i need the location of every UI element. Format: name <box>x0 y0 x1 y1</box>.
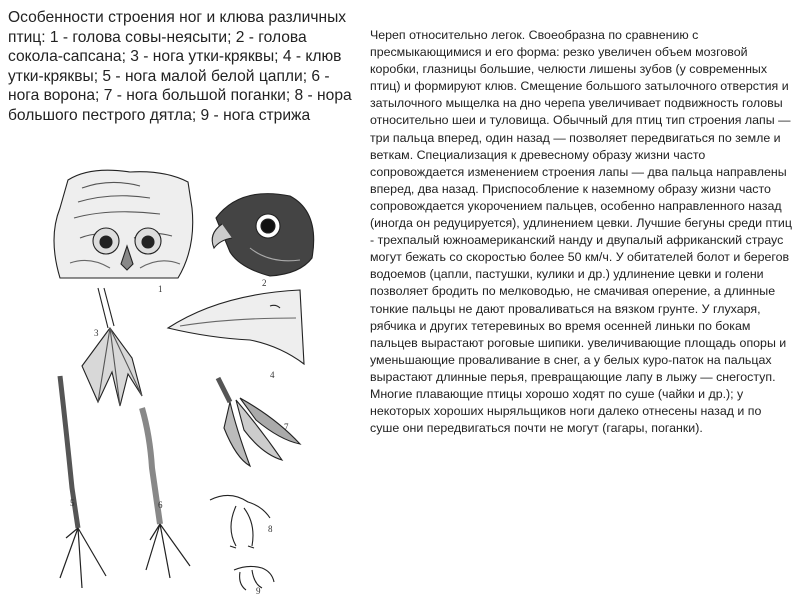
figure-label-6: 6 <box>158 500 163 510</box>
figure-label-3: 3 <box>94 328 99 338</box>
duck-foot-drawing <box>82 288 142 406</box>
falcon-head-drawing <box>212 194 313 276</box>
figure-label-5: 5 <box>70 498 75 508</box>
figure-label-1: 1 <box>158 284 163 294</box>
woodpecker-foot-drawing <box>210 495 270 548</box>
figure-label-4: 4 <box>270 370 275 380</box>
swift-foot-drawing <box>234 566 274 590</box>
figure-label-8: 8 <box>268 524 273 534</box>
body-text: Череп относительно легок. Своеобразна по сравнению с пресмыкающимися и его форма: резко увеличен объем мозговой коробки, глазницы большие, челюсти лишены зубов (у современных птиц) и формируют клюв. Смещение большого затылочного отверстия и затылочного мыщелка на дно черепа увеличивает подвижность головы относительно шеи и туловища. Обычный для птиц тип строения лапы — три пальца вперед, один назад — позволяет передвигаться по земле и веткам. Специализация к древесному образу жизни часто сопровождается изменением строения лапы — два пальца направлены вперед, два назад. Приспособление к наземному образу жизни часто сопровождается укорочением пальцев, особенно направленного назад (иногда он редуцируется), удлинением цевки. Лучшие бегуны среди птиц - трехпалый южноамериканский нанду и двупалый африканский страус могут бежать со скоростью более 50 км/ч. У обитателей болот и берегов водоемов (цапли, пастушки, кулики и др.) удлинение цевки и голени позволяет бродить по мелководью, не смачивая оперение, а длинные тонкие пальцы не дают проваливаться на вязком грунте. У глухаря, рябчика и других тетеревиных во время осенней линьки по бокам пальцев вырастают роговые шипики. увеличивающие площадь опоры и уменьшающие проваливание в снег, а у белых куро-паток на пальцах вырастают длинные перья, превращающие лапу в лыжу — снегоступ. Многие плавающие птицы хорошо ходят по суше (чайки и др.); у некоторых хороших ныряльщиков ноги далеко отнесены назад и по суше они передвигаться почти не могут (гагары, поганки). <box>370 28 792 436</box>
duck-bill-drawing <box>168 290 304 364</box>
figure-label-7: 7 <box>284 422 289 432</box>
figure-label-9: 9 <box>256 586 261 596</box>
bird-anatomy-illustration <box>0 168 365 600</box>
heron-leg-drawing <box>60 376 106 588</box>
figure-label-2: 2 <box>262 278 267 288</box>
figure-caption: Особенности строения ног и клюва различных птиц: 1 - голова совы-неясыти; 2 - голова сокола-сапсана; 3 - нога утки-кряквы; 4 - клюв утки-кряквы; 5 - нога малой белой цапли; 6 - нога ворона; 7 - нога большой поганки; 8 - нора большого пестрого дятла; 9 - нога стрижа <box>8 9 352 124</box>
raven-leg-drawing <box>142 408 190 578</box>
owl-head-drawing <box>54 170 193 278</box>
